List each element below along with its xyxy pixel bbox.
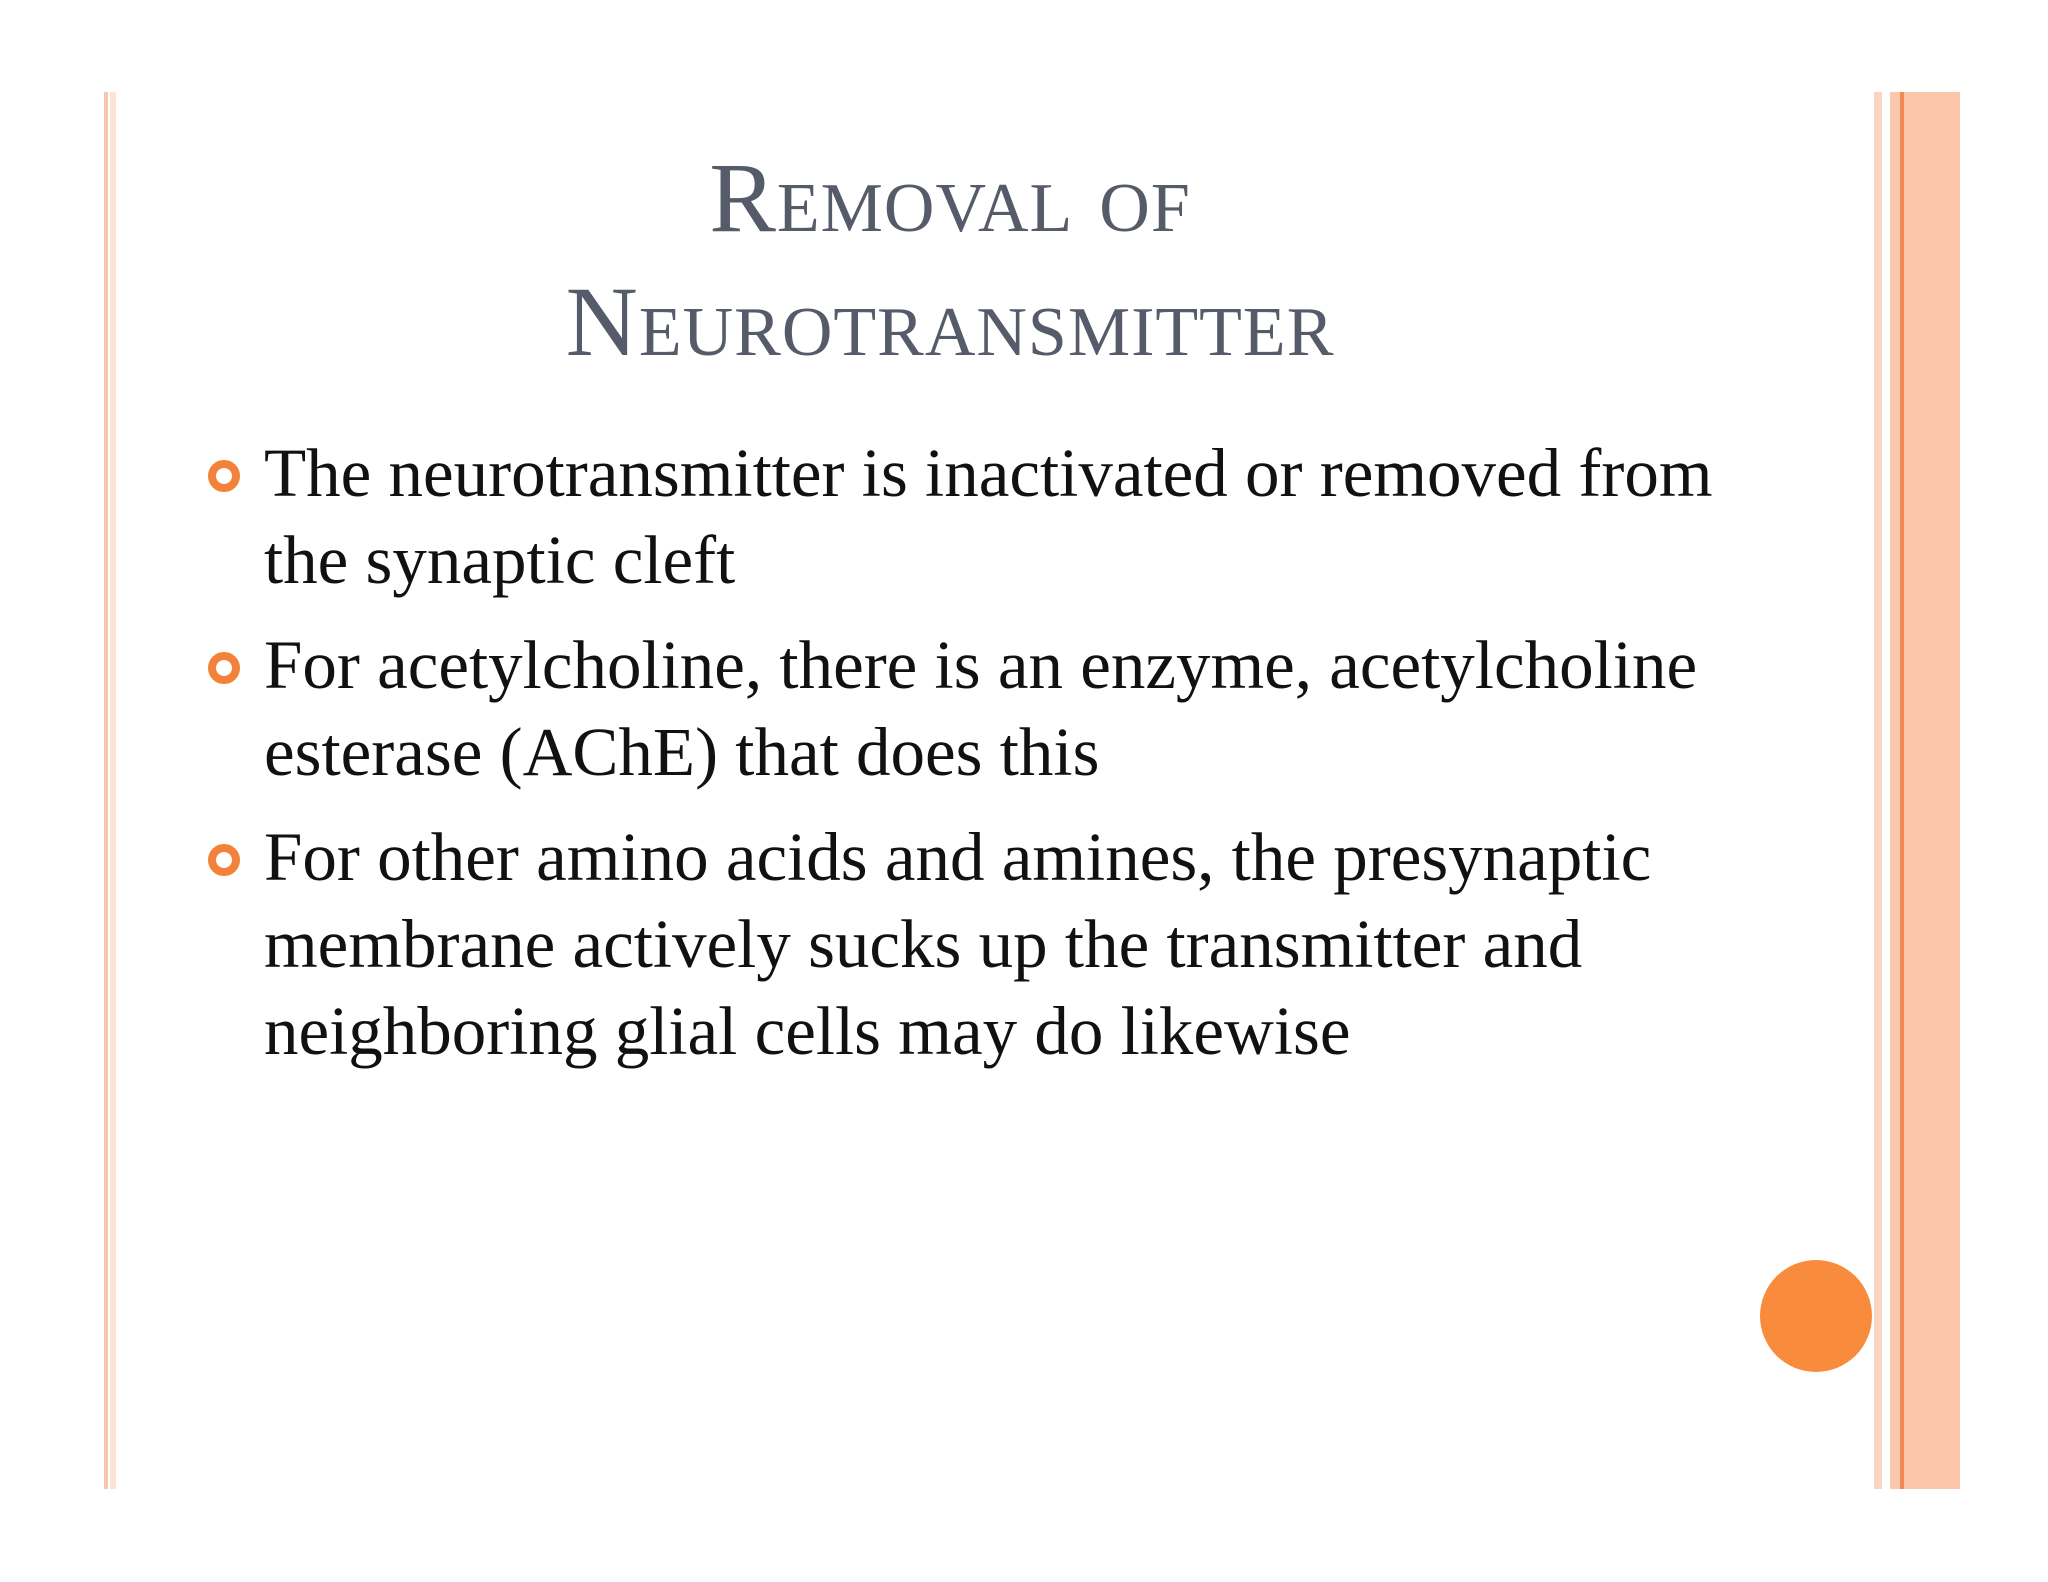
slide-title-line-2: Neurotransmitter bbox=[565, 266, 1335, 377]
slide-title-line-1: Removal of bbox=[709, 142, 1191, 253]
slide-title bbox=[300, 136, 1600, 384]
hollow-circle-bullet-icon bbox=[208, 844, 240, 876]
bullet-item bbox=[200, 622, 1760, 796]
bullet-text: The neurotransmitter is inactivated or removed from the synaptic cleft bbox=[264, 435, 1713, 598]
hollow-circle-bullet-icon bbox=[208, 652, 240, 684]
bullet-text: For other amino acids and amines, the presynaptic membrane actively sucks up the transmitter and neighboring glial cells may do likewise bbox=[264, 819, 1652, 1069]
right-border-stripe-mid bbox=[1890, 92, 1900, 1489]
hollow-circle-bullet-icon bbox=[208, 460, 240, 492]
bullet-item bbox=[200, 814, 1760, 1075]
bullet-list bbox=[200, 430, 1760, 1093]
bullet-item bbox=[200, 430, 1760, 604]
right-border-band bbox=[1904, 92, 1960, 1489]
bullet-text: For acetylcholine, there is an enzyme, acetylcholine esterase (AChE) that does this bbox=[264, 627, 1698, 790]
right-border-stripe bbox=[1874, 92, 1882, 1489]
orange-circle-decoration bbox=[1760, 1260, 1872, 1372]
left-border-stripe bbox=[104, 92, 108, 1489]
left-border-stripe-inner bbox=[110, 92, 116, 1489]
